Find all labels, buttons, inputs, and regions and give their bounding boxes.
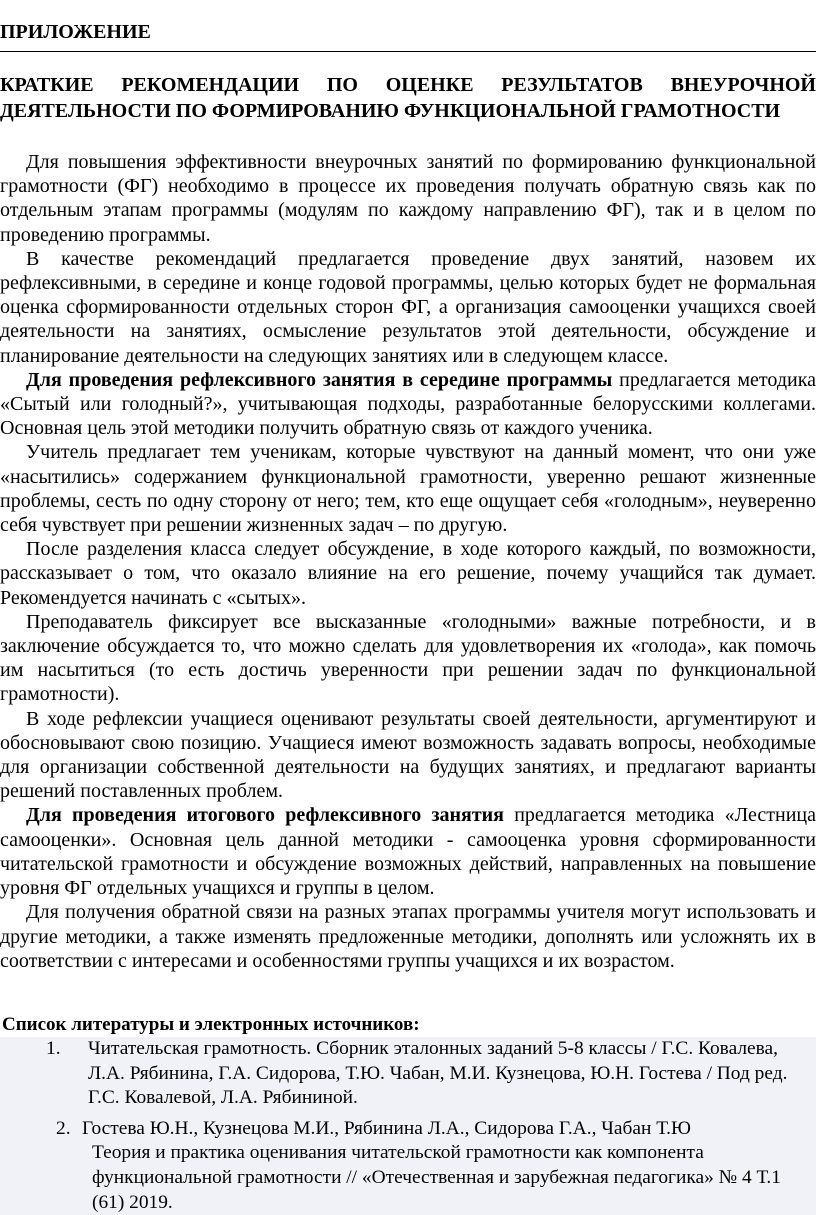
paragraph: После разделения класса следует обсуждение, в ходе которого каждый, по возможности, рассказывает о том, что оказало влияние на его решение, почему учащийся так думает. Рекомендуется начинать с «сытых».: [0, 538, 816, 609]
paragraph: Для проведения итогового рефлексивного занятия предлагается методика «Лестница самооценки». Основная цель данной методики - самооценка уровня сформированности читательской грамотности и обсуждение возможных действий, направленных на повышение уровня ФГ отдельных учащихся и группы в целом.: [0, 804, 816, 900]
paragraph: Учитель предлагает тем ученикам, которые чувствуют на данный момент, что они уже «насытились» содержанием функциональной грамотности, уверенно решают жизненные проблемы, сесть по одну сторону от него; тем, кто еще ощущает себя «голодным», неуверенно себя чувствует при решении жизненных задач – по другую.: [0, 441, 816, 537]
paragraph: Преподаватель фиксирует все высказанные «голодными» важные потребности, и в заключение обсуждается то, что можно сделать для удовлетворения их «голода», как помочь им насытиться (то есть достичь уверенности при решении задач по функциональной грамотности).: [0, 610, 816, 706]
paragraph: Для повышения эффективности внеурочных занятий по формированию функциональной грамотности (ФГ) необходимо в процессе их проведения получать обратную связь как по отдельным этапам программы (модулям по каждому направлению ФГ), так и в целом по проведению программы.: [0, 151, 816, 246]
reference-number: 1.: [46, 1038, 61, 1059]
document-title: КРАТКИЕ РЕКОМЕНДАЦИИ ПО ОЦЕНКЕ РЕЗУЛЬТАТОВ ВНЕУРОЧНОЙ ДЕЯТЕЛЬНОСТИ ПО ФОРМИРОВАНИЮ ФУНКЦИОНАЛЬНОЙ ГРАМОТНОСТИ: [0, 74, 816, 122]
reference-text-continued: Теория и практика оценивания читательской грамотности как компонента функциональной грамотности // «Отечественная и зарубежная педагогика» № 4 Т.1 (61) 2019.: [92, 1142, 781, 1213]
paragraph: Для получения обратной связи на разных этапах программы учителя могут использовать и другие методики, а также изменять предложенные методики, дополнять или усложнять их в соответствии с интересами и особенностями группы учащихся и их возрастом.: [0, 901, 816, 972]
references-list: [0, 1037, 816, 1215]
reference-item: [0, 1037, 816, 1111]
paragraph: Для проведения рефлексивного занятия в середине программы предлагается методика «Сытый или голодный?», учитывающая подходы, разработанные белорусскими коллегами. Основная цель этой методики получить обратную связь от каждого ученика.: [0, 368, 816, 440]
reference-number: 2.: [56, 1117, 71, 1139]
references-heading: Список литературы и электронных источников:: [0, 1013, 816, 1037]
reference-item: [0, 1117, 816, 1215]
references-section: [0, 1013, 816, 1215]
document-body: [0, 150, 816, 973]
reference-text: Гостева Ю.Н., Кузнецова М.И., Рябинина Л.А., Сидорова Г.А., Чабан Т.Ю: [82, 1117, 691, 1139]
reference-text: Читательская грамотность. Сборник эталонных заданий 5-8 классы / Г.С. Ковалева, Л.А. Рябинина, Г.А. Сидорова, Т.Ю. Чабан, М.И. Кузнецова, Ю.Н. Гостева / Под ред. Г.С. Ковалевой, Л.А. Рябининой.: [88, 1038, 788, 1109]
page-header: ПРИЛОЖЕНИЕ: [0, 22, 816, 52]
paragraph: В ходе рефлексии учащиеся оценивают результаты своей деятельности, аргументируют и обосновывают свою позицию. Учащиеся имеют возможность задавать вопросы, необходимые для организации собственной деятельности на будущих занятиях, и предлагают варианты решений поставленных проблем.: [0, 707, 816, 803]
paragraph: В качестве рекомендаций предлагается проведение двух занятий, назовем их рефлексивными, в середине и конце годовой программы, целью которых будет не формальная оценка сформированности отдельных сторон ФГ, а организация самооценки учащихся своей деятельности на занятиях, осмысление результатов этой деятельности, обсуждение и планирование деятельности на следующих занятиях или в следующем классе.: [0, 247, 816, 367]
bold-lead: Для проведения итогового рефлексивного занятия: [26, 804, 505, 827]
bold-lead: Для проведения рефлексивного занятия в середине программы: [26, 368, 613, 391]
